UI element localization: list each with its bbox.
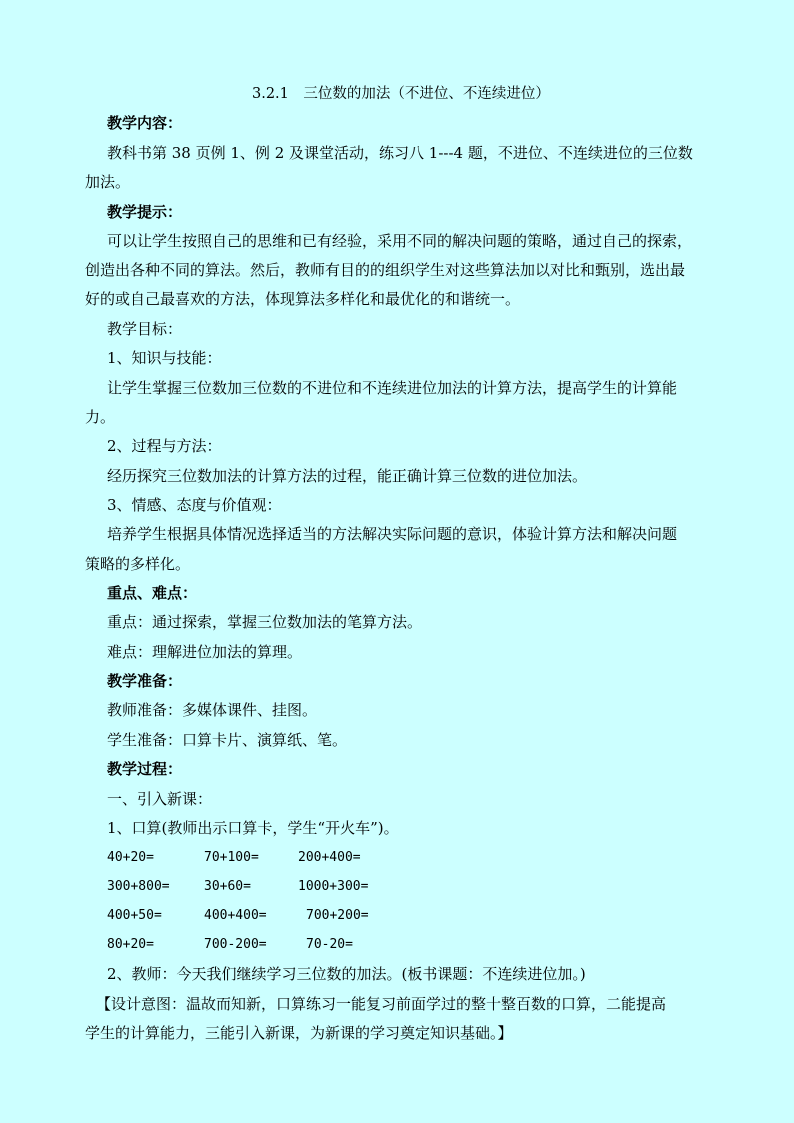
calc-item: 700+200=: [306, 908, 369, 923]
student-preparation: 学生准备：口算卡片、演算纸、笔。: [107, 731, 348, 749]
tips-line-3: 好的或自己最喜欢的方法，体现算法多样化和最优化的和谐统一。: [85, 290, 521, 308]
goal-3-title: 3、情感、态度与价值观：: [107, 496, 282, 514]
design-intent-line-2: 学生的计算能力，三能引入新课，为新课的学习奠定知识基础。】: [85, 1024, 513, 1042]
tips-line-2: 创造出各种不同的算法。然后，教师有目的的组织学生对这些算法加以对比和甄别，选出最: [85, 261, 686, 279]
goal-2-title: 2、过程与方法：: [107, 437, 222, 455]
preparation-heading: 教学准备：: [107, 672, 183, 690]
design-intent-line-1: 【设计意图：温故而知新，口算练习一能复习前面学过的整十整百数的口算，二能提高: [96, 995, 667, 1013]
content-line-2: 加法。: [85, 173, 131, 191]
tips-line-1: 可以让学生按照自己的思维和已有经验，采用不同的解决问题的策略，通过自己的探索，: [107, 232, 693, 250]
calc-item: 400+50=: [107, 908, 162, 923]
goal-1-line-2: 力。: [85, 408, 116, 426]
teacher-statement: 2、教师：今天我们继续学习三位数的加法。(板书课题：不连续进位加。): [107, 965, 586, 983]
calc-item: 70+100=: [204, 850, 259, 865]
content-heading: 教学内容：: [107, 114, 183, 132]
calc-item: 400+400=: [204, 908, 267, 923]
calc-item: 40+20=: [107, 850, 154, 865]
teacher-preparation: 教师准备：多媒体课件、挂图。: [107, 701, 318, 719]
calc-item: 80+20=: [107, 937, 154, 952]
calc-item: 30+60=: [204, 879, 251, 894]
goals-heading: 教学目标：: [107, 320, 183, 338]
calc-item: 70-20=: [306, 937, 353, 952]
goal-3-line-2: 策略的多样化。: [85, 555, 191, 573]
tips-heading: 教学提示：: [107, 203, 183, 221]
process-step-1: 一、引入新课：: [107, 790, 213, 808]
process-heading: 教学过程：: [107, 760, 183, 778]
calc-item: 700-200=: [204, 937, 267, 952]
page-title: 3.2.1 三位数的加法（不进位、不连续进位）: [252, 86, 550, 102]
goal-2-line: 经历探究三位数加法的计算方法的过程，能正确计算三位数的进位加法。: [107, 467, 588, 485]
keypoint-line: 重点：通过探索，掌握三位数加法的笔算方法。: [107, 613, 423, 631]
calc-item: 300+800=: [107, 879, 170, 894]
goal-1-line-1: 让学生掌握三位数加三位数的不进位和不连续进位加法的计算方法，提高学生的计算能: [107, 379, 678, 397]
difficulty-line: 难点：理解进位加法的算理。: [107, 643, 303, 661]
calc-item: 200+400=: [298, 850, 361, 865]
oral-calc-intro: 1、口算(教师出示口算卡，学生“开火车”)。: [107, 819, 399, 837]
calc-item: 1000+300=: [298, 879, 369, 894]
keypoints-heading: 重点、难点：: [107, 584, 198, 602]
goal-1-title: 1、知识与技能：: [107, 349, 222, 367]
content-line-1: 教科书第 38 页例 1、例 2 及课堂活动，练习八 1---4 题，不进位、不连续进位的三位数: [107, 144, 693, 162]
goal-3-line-1: 培养学生根据具体情况选择适当的方法解决实际问题的意识，体验计算方法和解决问题: [107, 525, 678, 543]
